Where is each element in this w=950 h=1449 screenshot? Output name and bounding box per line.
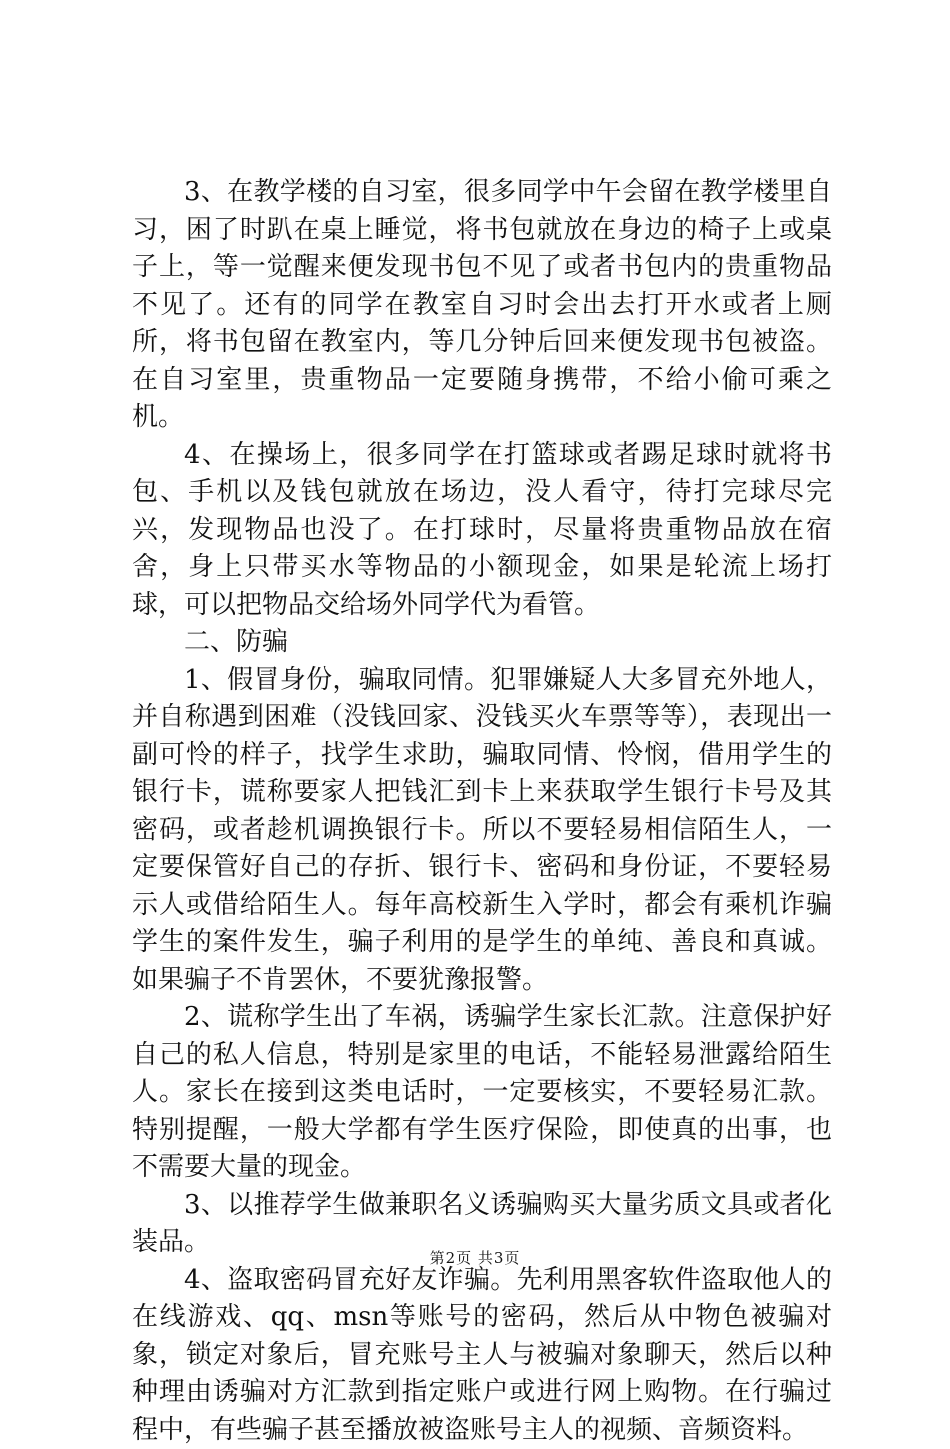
paragraph-password-theft: 4、盗取密码冒充好友诈骗。先利用黑客软件盗取他人的在线游戏、qq、msn等账号的密码，然后从中物色被骗对象，锁定对象后，冒充账号主人与被骗对象聊天，然后以种种理由诱骗对方汇款到指定账户或进行网上购物。在行骗过程中，有些骗子甚至播放被盗账号主人的视频、音频资料。 <box>132 1262 832 1449</box>
paragraph-playground-theft: 4、在操场上，很多同学在打篮球或者踢足球时就将书包、手机以及钱包就放在场边，没人看守，待打完球尽完兴，发现物品也没了。在打球时，尽量将贵重物品放在宿舍，身上只带买水等物品的小额现金，如果是轮流上场打球，可以把物品交给场外同学代为看管。 <box>132 437 832 625</box>
section-heading-anti-fraud: 二、防骗 <box>132 624 832 662</box>
paragraph-study-room-theft: 3、在教学楼的自习室，很多同学中午会留在教学楼里自习，困了时趴在桌上睡觉，将书包就放在身边的椅子上或桌子上，等一觉醒来便发现书包不见了或者书包内的贵重物品不见了。还有的同学在教室自习时会出去打开水或者上厕所，将书包留在教室内，等几分钟后回来便发现书包被盗。在自习室里，贵重物品一定要随身携带，不给小偷可乘之机。 <box>132 174 832 437</box>
page-footer: 第2页 共3页 <box>0 1247 950 1268</box>
paragraph-fake-identity: 1、假冒身份，骗取同情。犯罪嫌疑人大多冒充外地人，并自称遇到困难（没钱回家、没钱买火车票等等），表现出一副可怜的样子，找学生求助，骗取同情、怜悯，借用学生的银行卡，谎称要家人把钱汇到卡上来获取学生银行卡号及其密码，或者趁机调换银行卡。所以不要轻易相信陌生人，一定要保管好自己的存折、银行卡、密码和身份证，不要轻易示人或借给陌生人。每年高校新生入学时，都会有乘机诈骗学生的案件发生，骗子利用的是学生的单纯、善良和真诚。如果骗子不肯罢休，不要犹豫报警。 <box>132 662 832 1000</box>
paragraph-part-time-scam: 3、以推荐学生做兼职名义诱骗购买大量劣质文具或者化装品。 <box>132 1187 832 1262</box>
paragraph-car-accident-scam: 2、谎称学生出了车祸，诱骗学生家长汇款。注意保护好自己的私人信息，特别是家里的电话，不能轻易泄露给陌生人。家长在接到这类电话时，一定要核实，不要轻易汇款。特别提醒，一般大学都有学生医疗保险，即使真的出事，也不需要大量的现金。 <box>132 999 832 1187</box>
